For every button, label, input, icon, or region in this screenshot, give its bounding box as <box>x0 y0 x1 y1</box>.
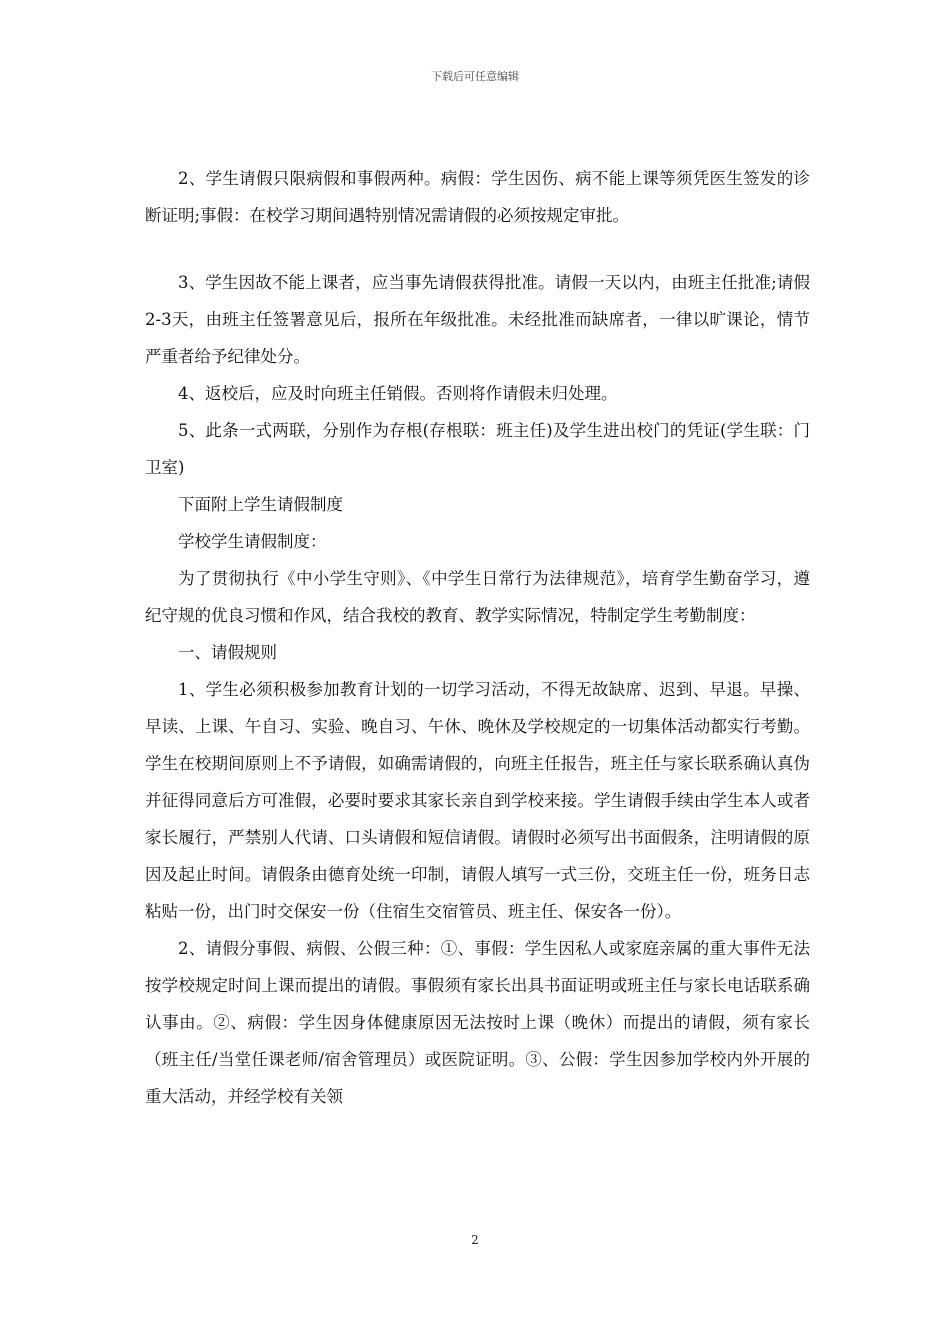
subsection-heading: 一、请假规则 <box>178 643 277 662</box>
paragraph-return-cancel: 4、返校后，应及时向班主任销假。否则将作请假未归处理。 <box>178 384 618 403</box>
paragraph-approval-process: 3、学生因故不能上课者，应当事先请假获得批准。请假一天以内，由班主任批准;请假2-3天，由班主任签署意见后，报所在年级批准。未经批准而缺席者，一律以旷课论，情节严重者给予纪律处分。 <box>145 273 810 366</box>
document-body <box>145 160 810 1115</box>
paragraph-leave-types: 2、学生请假只限病假和事假两种。病假：学生因伤、病不能上课等须凭医生签发的诊断证明;事假：在校学习期间遇特别情况需请假的必须按规定审批。 <box>145 169 810 225</box>
paragraph-copies: 5、此条一式两联，分别作为存根(存根联：班主任)及学生进出校门的凭证(学生联：门卫室) <box>145 421 810 477</box>
header-note: 下载后可任意编辑 <box>431 70 519 83</box>
paragraph-rule-1: 1、学生必须积极参加教育计划的一切学习活动，不得无故缺席、迟到、早退。早操、早读、上课、午自习、实验、晚自习、午休、晚休及学校规定的一切集体活动都实行考勤。学生在校期间原则上不予请假，如确需请假的，向班主任报告，班主任与家长联系确认真伪并征得同意后方可准假，必要时要求其家长亲自到学校来接。学生请假手续由学生本人或者家长履行，严禁别人代请、口头请假和短信请假。请假时必须写出书面假条，注明请假的原因及起止时间。请假条由德育处统一印制，请假人填写一式三份，交班主任一份，班务日志粘贴一份，出门时交保安一份（住宿生交宿管员、班主任、保安各一份）。 <box>145 680 810 921</box>
page-number: 2 <box>471 1233 479 1247</box>
paragraph-rule-2: 2、请假分事假、病假、公假三种：①、事假：学生因私人或家庭亲属的重大事件无法按学校规定时间上课而提出的请假。事假须有家长出具书面证明或班主任与家长电话联系确认事由。②、病假：学生因身体健康原因无法按时上课（晚休）而提出的请假，须有家长（班主任/当堂任课老师/宿舍管理员）或医院证明。③、公假：学生因参加学校内外开展的重大活动，并经学校有关领 <box>145 939 810 1106</box>
paragraph-attached-note: 下面附上学生请假制度 <box>178 495 343 514</box>
paragraph-purpose: 为了贯彻执行《中小学生守则》、《中学生日常行为法律规范》，培育学生勤奋学习，遵纪守规的优良习惯和作风，结合我校的教育、教学实际情况，特制定学生考勤制度： <box>145 569 810 625</box>
section-title: 学校学生请假制度： <box>178 532 327 551</box>
